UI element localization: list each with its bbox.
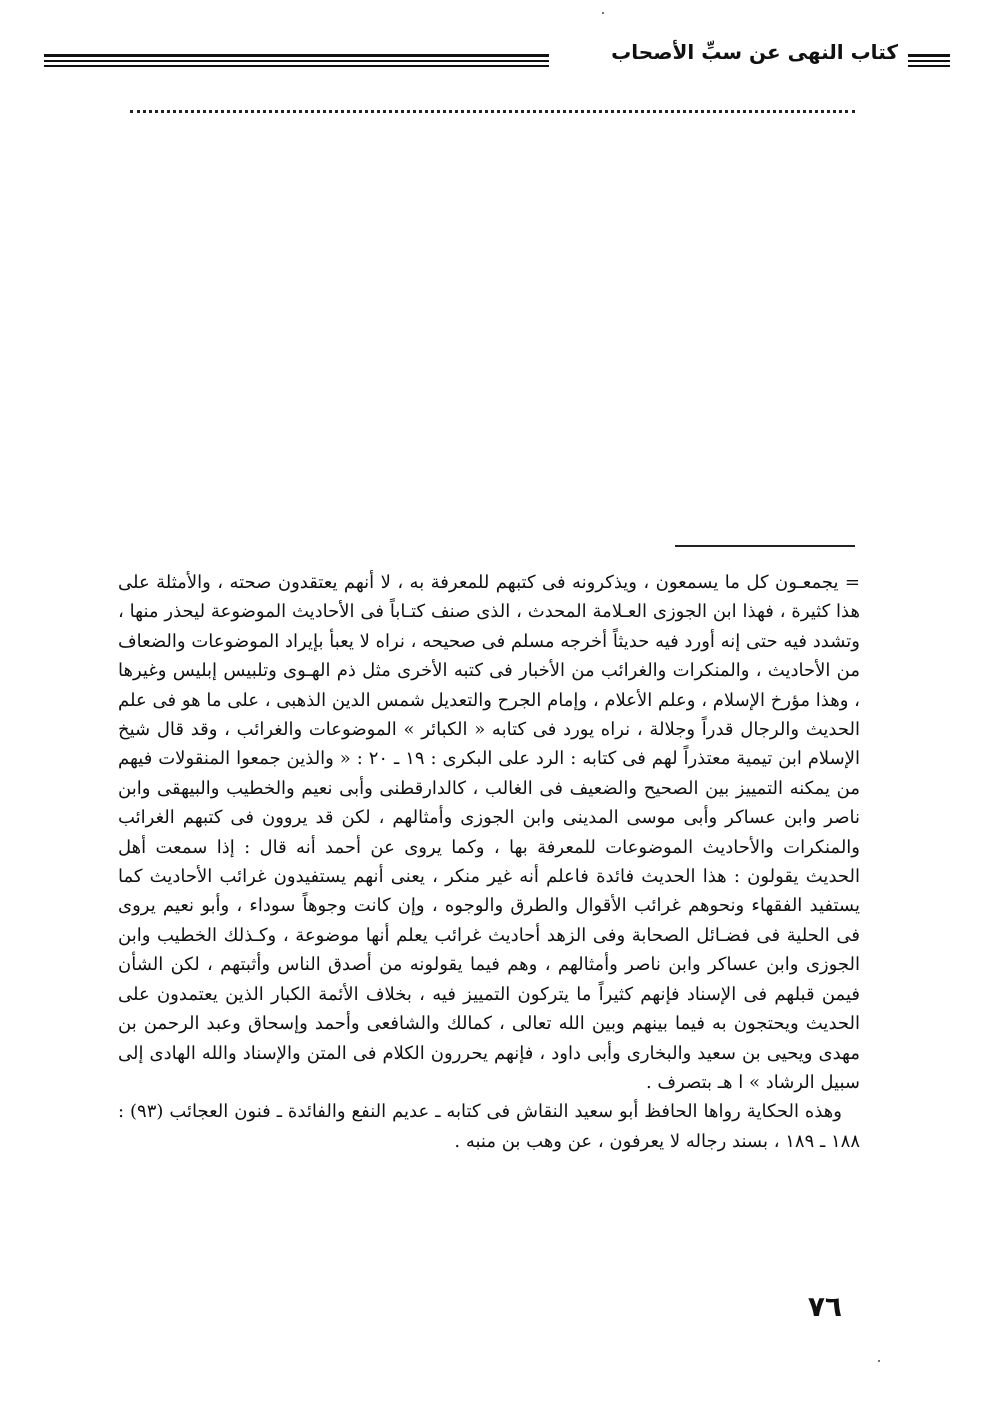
page-number: ٧٦ [807, 1290, 842, 1323]
footnote-separator [675, 545, 855, 547]
header-rule-right [908, 54, 950, 66]
header-rule-left [44, 54, 549, 66]
running-header [44, 38, 950, 78]
scan-speck [602, 12, 604, 14]
dotted-separator [130, 110, 855, 123]
footnote-paragraph: = يجمعـون كل ما يسمعون ، ويذكرونه فى كتبهم للمعرفة به ، لا أنهم يعتقدون صحته ، والأمثلة على هذا كثيرة ، فهذا ابن الجوزى العـلامة المحدث ، الذى صنف كتـاباً فى الأحاديث الموضوعة ليحذر منها ، وتشدد فيه حتى إنه أورد فيه حديثاً أخرجه مسلم فى صحيحه ، نراه لا يعبأ بإيراد الموضوعات والضعاف من الأحاديث ، والمنكرات والغرائب من الأخبار فى كتبه الأخرى مثل ذم الهـوى وتلبيس إبليس وغيرها ، وهذا مؤرخ الإسلام ، وعلم الأعلام ، وإمام الجرح والتعديل شمس الدين الذهبى ، على ما هو فى علم الحديث والرجال قدراً وجلالة ، نراه يورد فى كتابه « الكبائر » الموضوعات والغرائب ، وقد قال شيخ الإسلام ابن تيمية معتذراً لهم فى كتابه : الرد على البكرى : ١٩ ـ ٢٠ : « والذين جمعوا المنقولات فيهم من يمكنه التمييز بين الصحيح والضعيف فى الغالب ، كالدارقطنى وأبى نعيم والخطيب والبيهقى وابن ناصر وابن عساكر وأبى موسى المدينى وابن الجوزى وأمثالهم ، لكن قد يروون فى كتبهم الغرائب والمنكرات والأحاديث الموضوعات للمعرفة بها ، وكما يروى عن أحمد أنه قال : إذا سمعت أهل الحديث يقولون : هذا الحديث فائدة فاعلم أنه غير منكر ، يعنى أنهم يستفيدون غرائب الأحاديث كما يستفيد الفقهاء ونحوهم غرائب الأقوال والطرق والوجوه ، وإن كانت وجوهاً سوداء ، وأبو نعيم يروى فى الحلية فى فضـائل الصحابة وفى الزهد أحاديث غرائب يعلم أنها موضوعة ، وكـذلك الخطيب وابن الجوزى وابن عساكر وابن ناصر وأمثالهم ، وهم فيما يقولونه من أصدق الناس وأثبتهم ، لكن الشأن فيمن قبلهم فى الإسناد فإنهم كثيراً ما يتركون التمييز فيه ، بخلاف الأئمة الكبار الذين يعتمدون على الحديث ويحتجون به فيما بينهم وبين الله تعالى ، كمالك والشافعى وأحمد وإسحاق وعبد الرحمن بن مهدى ويحيى بن سعيد والبخارى وأبى داود ، فإنهم يحررون الكلام فى المتن والإسناد والله الهادى إلى سبيل الرشاد » ا هـ بتصرف . [118, 572, 861, 1093]
footnote-paragraph: وهذه الحكاية رواها الحافظ أبو سعيد النقاش فى كتابه ـ عديم النفع والفائدة ـ فنون العجائب (٩٣) : ١٨٨ ـ ١٨٩ ، بسند رجاله لا يعرفون ، عن وهب بن منبه . [118, 1101, 860, 1152]
footnote-text [118, 568, 860, 1156]
scan-speck [878, 1360, 880, 1362]
book-title: كتاب النهى عن سبِّ الأصحاب [611, 40, 898, 64]
